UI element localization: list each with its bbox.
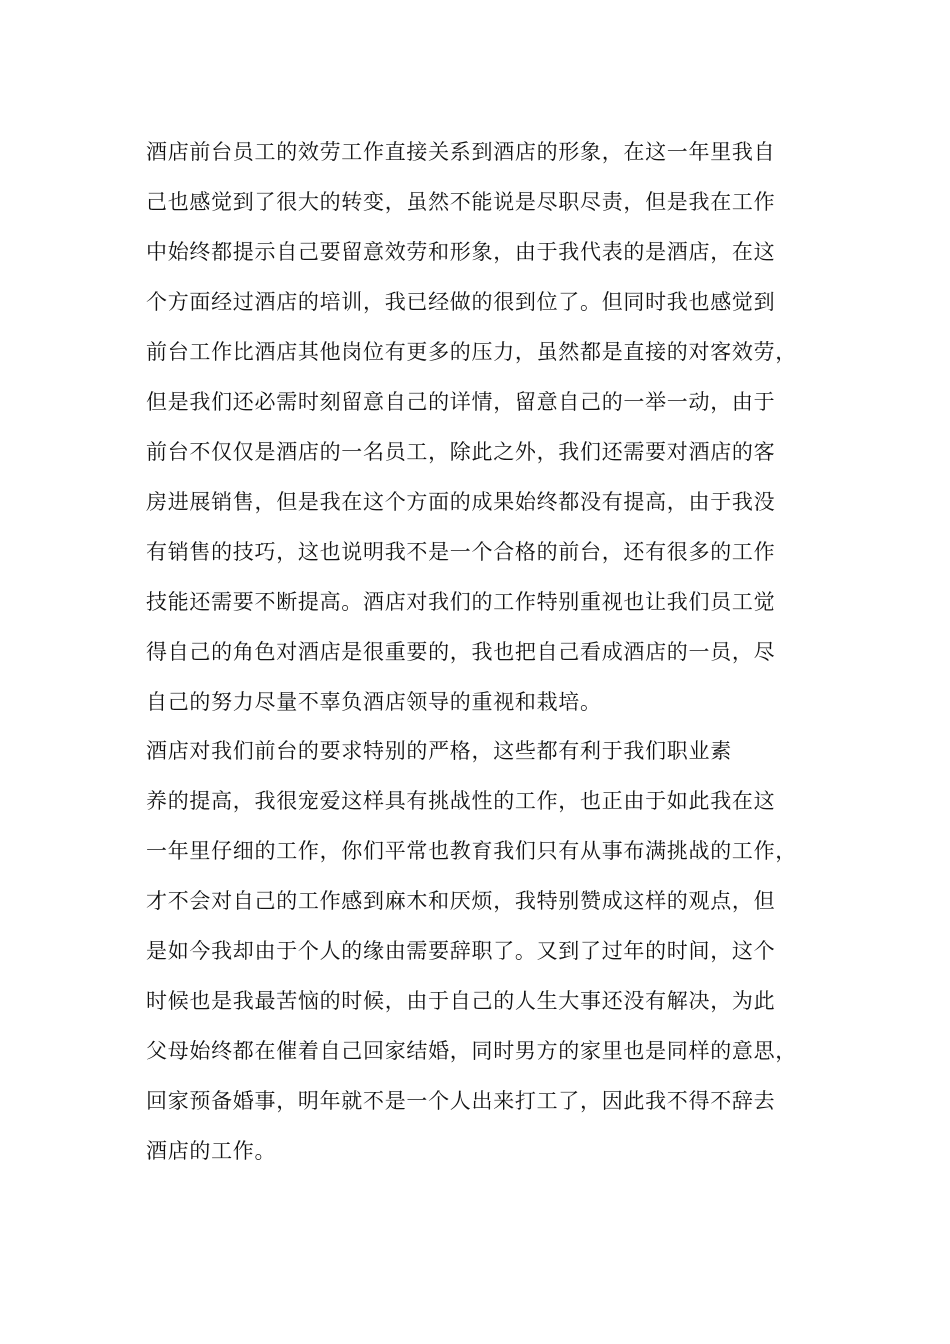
- text-line: 但是我们还必需时刻留意自己的详情，留意自己的一举一动，由于: [146, 390, 776, 414]
- text-line: 一年里仔细的工作，你们平常也教育我们只有从事布满挑战的工作，: [146, 839, 797, 863]
- paragraph-1: [146, 127, 806, 727]
- text-line: 有销售的技巧，这也说明我不是一个合格的前台，还有很多的工作: [146, 540, 776, 564]
- text-line: 酒店对我们前台的要求特别的严格，这些都有利于我们职业素: [146, 739, 732, 763]
- text-line: 酒店的工作。: [146, 1139, 277, 1163]
- text-line: 自己的努力尽量不辜负酒店领导的重视和栽培。: [146, 690, 602, 714]
- text-line: 父母始终都在催着自己回家结婚，同时男方的家里也是同样的意思，: [146, 1039, 797, 1063]
- text-line: 技能还需要不断提高。酒店对我们的工作特别重视也让我们员工觉: [146, 590, 776, 614]
- text-line: 时候也是我最苦恼的时候，由于自己的人生大事还没有解决，为此: [146, 989, 776, 1013]
- text-line: 养的提高，我很宠爱这样具有挑战性的工作，也正由于如此我在这: [146, 789, 776, 813]
- text-line: 回家预备婚事，明年就不是一个人出来打工了，因此我不得不辞去: [146, 1089, 776, 1113]
- paragraph-2: [146, 726, 806, 1176]
- text-line: 中始终都提示自己要留意效劳和形象，由于我代表的是酒店，在这: [146, 240, 776, 264]
- text-line: 房进展销售，但是我在这个方面的成果始终都没有提高，由于我没: [146, 490, 776, 514]
- text-line: 个方面经过酒店的培训，我已经做的很到位了。但同时我也感觉到: [146, 290, 776, 314]
- text-line: 己也感觉到了很大的转变，虽然不能说是尽职尽责，但是我在工作: [146, 190, 776, 214]
- text-line: 前台不仅仅是酒店的一名员工，除此之外，我们还需要对酒店的客: [146, 440, 776, 464]
- text-line: 才不会对自己的工作感到麻木和厌烦，我特别赞成这样的观点，但: [146, 889, 776, 913]
- text-line: 前台工作比酒店其他岗位有更多的压力，虽然都是直接的对客效劳，: [146, 340, 797, 364]
- text-line: 是如今我却由于个人的缘由需要辞职了。又到了过年的时间，这个: [146, 939, 776, 963]
- text-line: 酒店前台员工的效劳工作直接关系到酒店的形象，在这一年里我自: [146, 140, 776, 164]
- text-line: 得自己的角色对酒店是很重要的，我也把自己看成酒店的一员，尽: [146, 640, 776, 664]
